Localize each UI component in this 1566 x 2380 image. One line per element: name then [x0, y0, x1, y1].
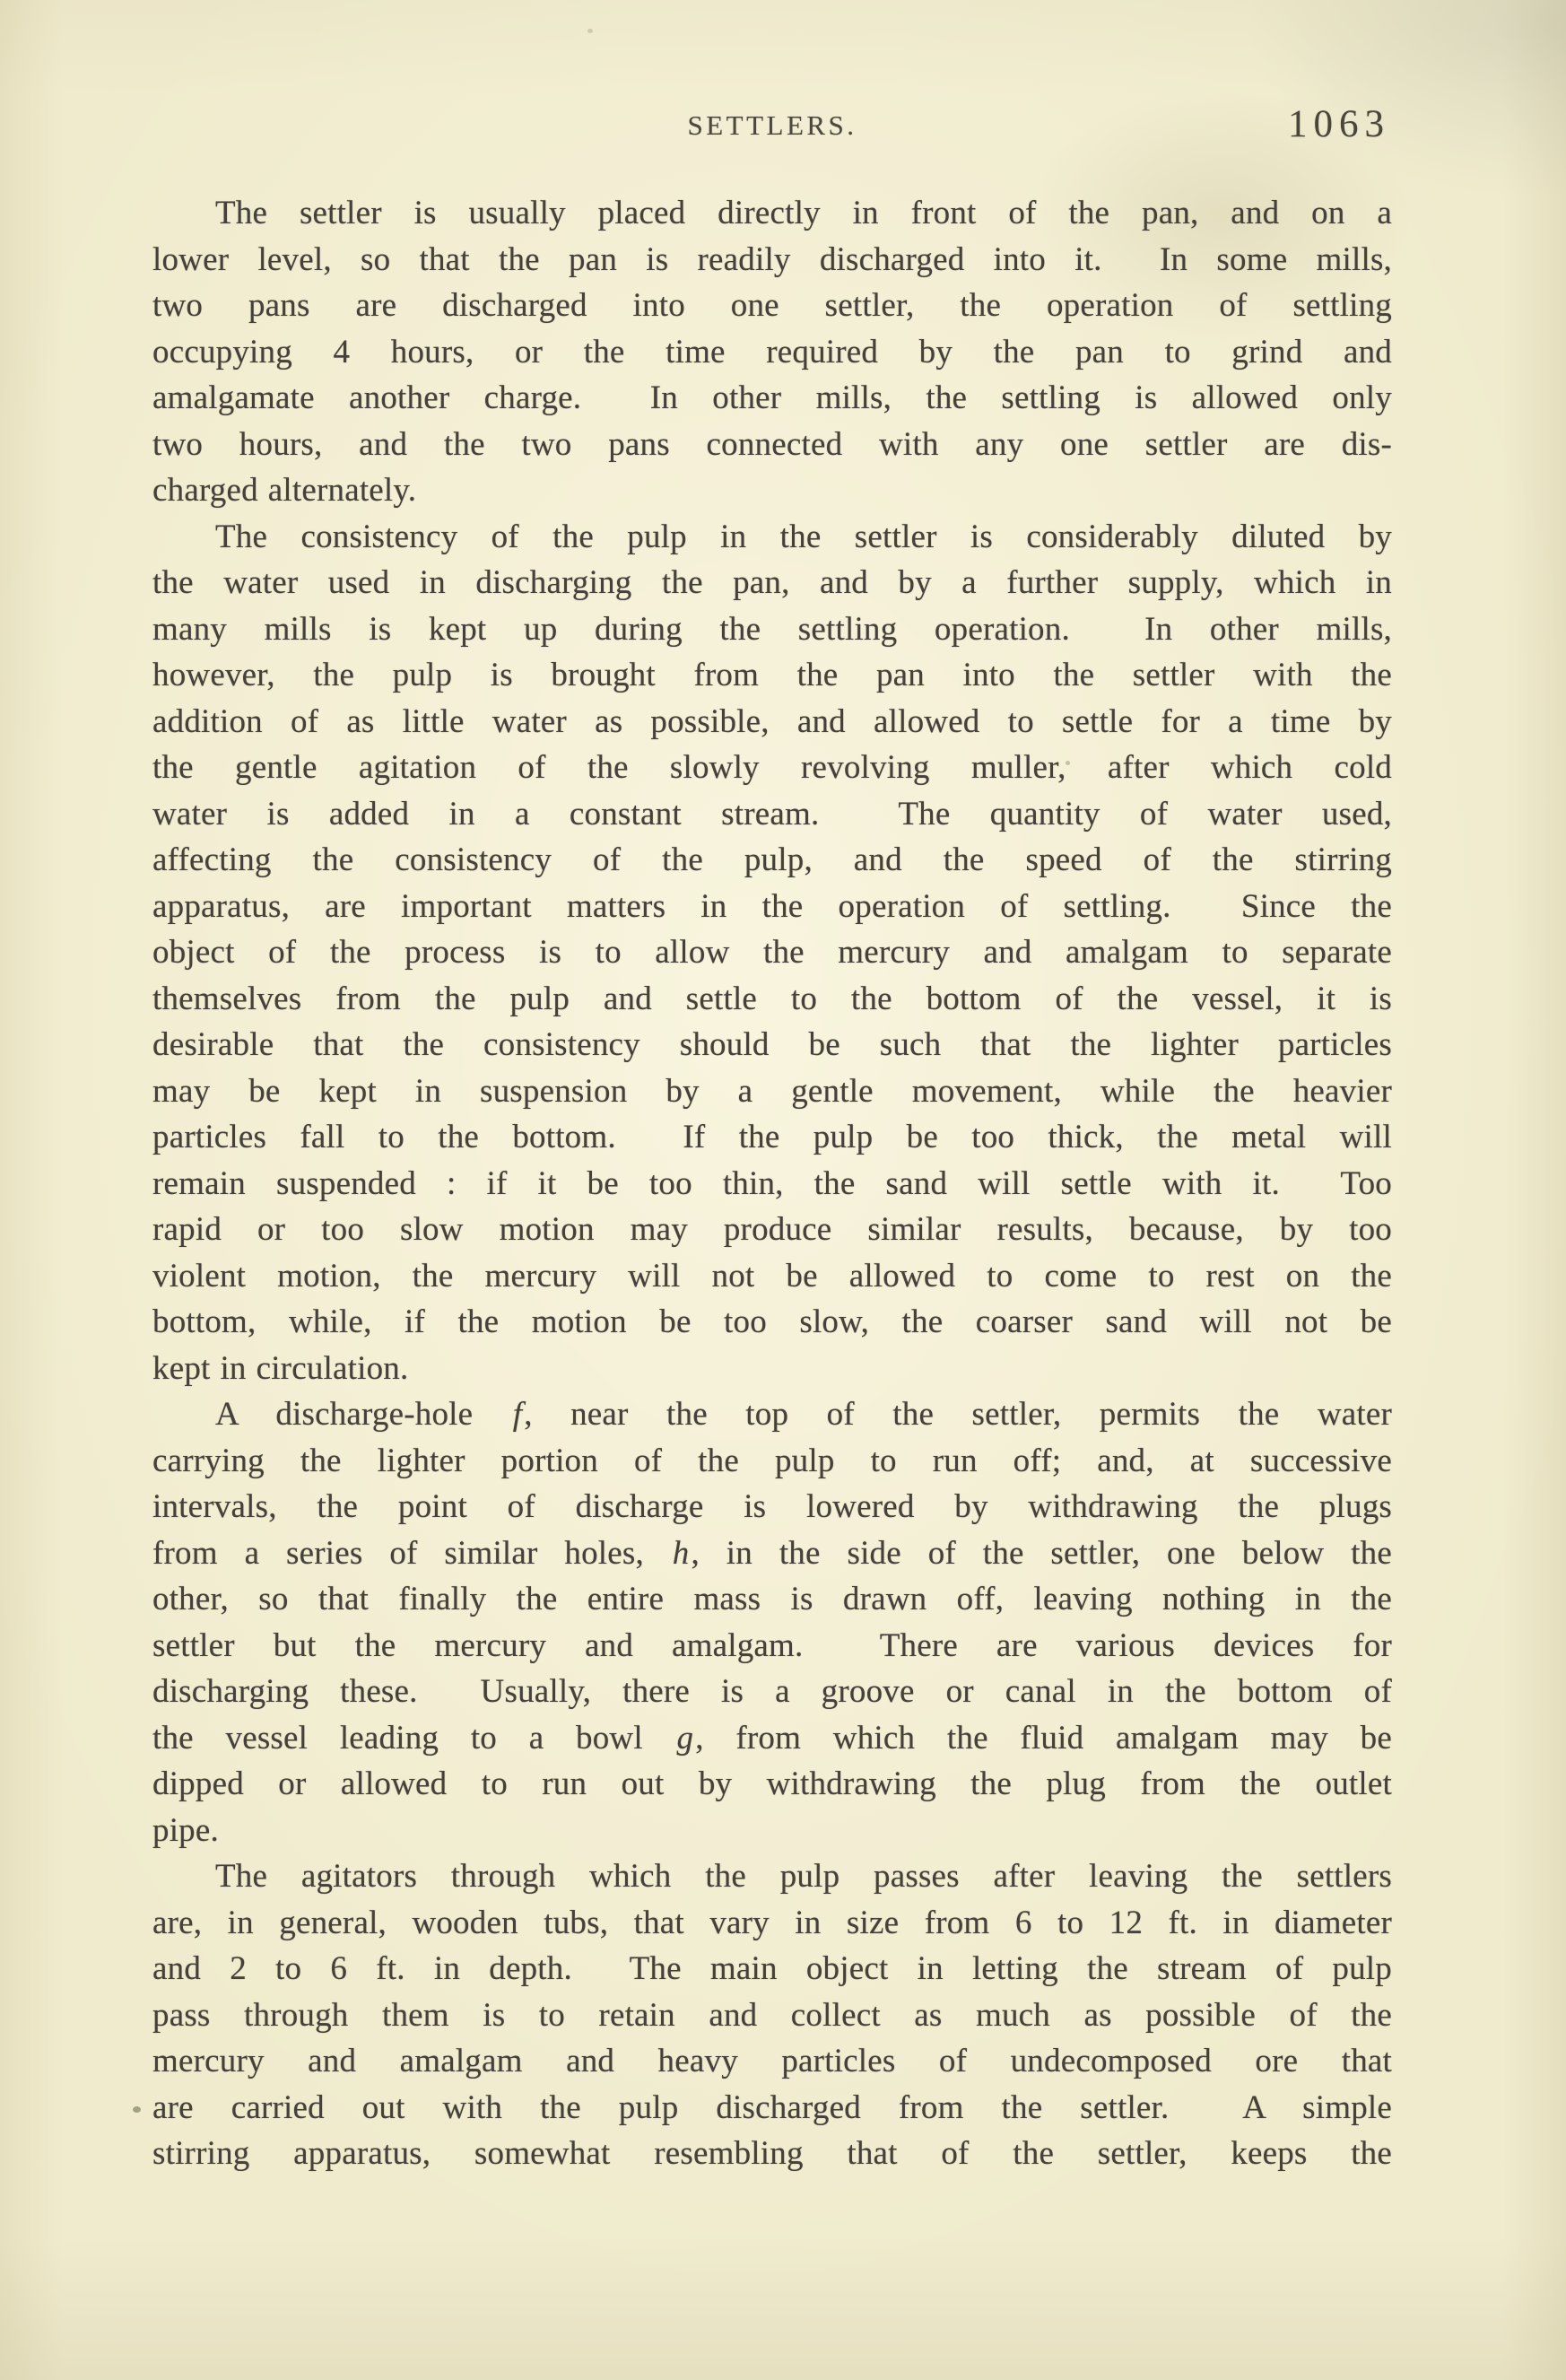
- text-line: however, the pulp is brought from the pan into the settler with the: [152, 657, 1392, 693]
- text-line: from a series of similar holes, h, in the side of the settler, one below the: [152, 1534, 1392, 1572]
- text-line: The agitators through which the pulp passes after leaving the settlers: [215, 1858, 1392, 1895]
- text-line: apparatus, are important matters in the operation of settling. Since the: [152, 887, 1392, 925]
- text-line: A discharge-hole f, near the top of the settler, permits the water: [215, 1396, 1392, 1433]
- text-line: remain suspended : if it be too thin, the sand will settle with it. Too: [152, 1164, 1392, 1202]
- text-line: rapid or too slow motion may produce similar results, because, by too: [152, 1211, 1392, 1248]
- text-line: intervals, the point of discharge is lowered by withdrawing the plugs: [152, 1488, 1392, 1525]
- text-line: The consistency of the pulp in the settler is considerably diluted by: [215, 518, 1392, 555]
- italic-reference-letter: g: [676, 1719, 694, 1757]
- page-header: [152, 102, 1392, 156]
- italic-reference-letter: h: [672, 1534, 690, 1572]
- text-line: addition of as little water as possible, and allowed to settle for a time by: [152, 702, 1392, 740]
- text-line: other, so that finally the entire mass is drawn off, leaving nothing in the: [152, 1581, 1392, 1617]
- text-line: many mills is kept up during the settling operation. In other mills,: [152, 610, 1392, 648]
- text-line: stirring apparatus, somewhat resembling that of the settler, keeps the: [152, 2135, 1392, 2172]
- italic-reference-letter: f: [512, 1396, 523, 1433]
- text-line: bottom, while, if the motion be too slow, the coarser sand will not be: [152, 1303, 1392, 1340]
- text-line: occupying 4 hours, or the time required by the pan to grind and: [152, 333, 1392, 371]
- ink-spot: [133, 2106, 141, 2113]
- text-line: particles fall to the bottom. If the pulp be too thick, the metal will: [152, 1119, 1392, 1155]
- text-line: discharging these. Usually, there is a groove or canal in the bottom of: [152, 1673, 1392, 1710]
- text-line: settler but the mercury and amalgam. There are various devices for: [152, 1626, 1392, 1664]
- text-line: desirable that the consistency should be such that the lighter particles: [152, 1026, 1392, 1063]
- text-line: two hours, and the two pans connected with any one settler are dis-: [152, 425, 1392, 463]
- text-line: pass through them is to retain and collect as much as possible of the: [152, 1996, 1392, 2034]
- text-line: two pans are discharged into one settler, the operation of settling: [152, 287, 1392, 324]
- text-line: the water used in discharging the pan, and by a further supply, which in: [152, 564, 1392, 601]
- text-line: mercury and amalgam and heavy particles of undecomposed ore that: [152, 2043, 1392, 2079]
- page-number: 1063: [1288, 103, 1390, 145]
- running-title: SETTLERS.: [687, 109, 857, 141]
- text-line: The settler is usually placed directly in front of the pan, and on a: [215, 195, 1392, 231]
- text-line: lower level, so that the pan is readily discharged into it. In some mills,: [152, 240, 1392, 278]
- text-line: object of the process is to allow the mercury and amalgam to separate: [152, 934, 1392, 971]
- text-line: and 2 to 6 ft. in depth. The main object in letting the stream of pulp: [152, 1950, 1392, 1987]
- text-line: water is added in a constant stream. The quantity of water used,: [152, 795, 1392, 833]
- text-line: pipe.: [152, 1811, 219, 1849]
- ink-spot: [587, 29, 593, 33]
- text-line: are carried out with the pulp discharged from the settler. A simple: [152, 2088, 1392, 2126]
- text-line: carrying the lighter portion of the pulp to run off; and, at successive: [152, 1442, 1392, 1479]
- text-line: charged alternately.: [152, 472, 417, 509]
- text-line: may be kept in suspension by a gentle movement, while the heavier: [152, 1072, 1392, 1110]
- page-body: [152, 190, 1392, 2177]
- text-line: themselves from the pulp and settle to the bottom of the vessel, it is: [152, 980, 1392, 1017]
- ink-spot: [1066, 761, 1070, 765]
- text-line: the gentle agitation of the slowly revolving muller, after which cold: [152, 749, 1392, 786]
- text-line: kept in circulation.: [152, 1349, 409, 1387]
- text-line: dipped or allowed to run out by withdrawing the plug from the outlet: [152, 1765, 1392, 1802]
- text-line: amalgamate another charge. In other mills, the settling is allowed only: [152, 379, 1392, 416]
- text-line: affecting the consistency of the pulp, and the speed of the stirring: [152, 841, 1392, 878]
- text-line: violent motion, the mercury will not be allowed to come to rest on the: [152, 1257, 1392, 1295]
- text-line: the vessel leading to a bowl g, from which the fluid amalgam may be: [152, 1719, 1392, 1757]
- text-line: are, in general, wooden tubs, that vary in size from 6 to 12 ft. in diameter: [152, 1904, 1392, 1941]
